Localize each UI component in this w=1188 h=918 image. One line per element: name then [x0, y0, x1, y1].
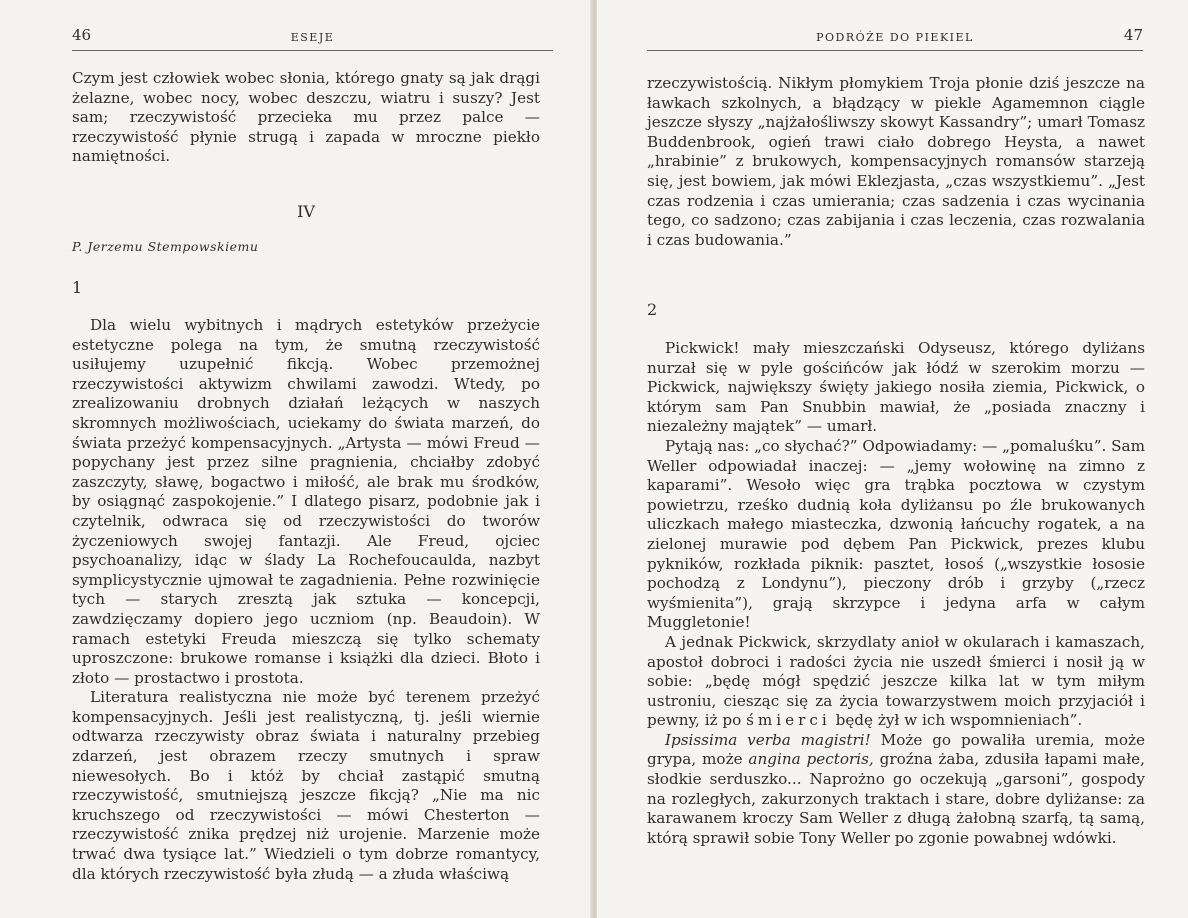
left-paragraph-2: Literatura realistyczna nie może być terenem przeżyć kompensacyjnych. Jeśli jest realistyczną, tj. jeśli wiernie odtwarza rzeczywisty obraz świata i naturalny przebieg zdarzeń, jest obrazem rzeczy smutnych i spraw niewesołych. Bo i któż by chciał zastąpić smutną rzeczywistość, smutniejszą jeszcze fikcją? „Nie ma nic kruchszego od rzeczywistości — mówi Chesterton — rzeczywistość znika prędzej niż urojenie. Marzenie może trwać dwa tysiące lat.” Wiedzieli o tym dobrze romantycy, dla których rzeczywistość była złudą — a złuda właściwą: [72, 688, 540, 883]
right-continuation-paragraph: rzeczywistością. Nikłym płomykiem Troja płonie dziś jeszcze na ławkach szkolnych, a błądzący w piekle Agamemnon ciągle jeszcze słyszy „najżałośliwszy skowyt Kassandry”; umarł Tomasz Buddenbrook, ogień trawi ciało dobrego Heysta, a nawet „hrabinie” z brukowych, kompensacyjnych romansów starzeją się, jest bowiem, jak mówi Eklezjasta, „czas wszystkiemu”. „Jest czas rodzenia i czas umierania; czas sadzenia i czas wycinania tego, co sadzono; czas zabijania i czas leczenia, czas rozwalania i czas budowania.”: [647, 74, 1145, 249]
right-running-title: PODRÓŻE DO PIEKIEL: [816, 31, 974, 44]
right-paragraph-4-part-2: groźna żaba, zdusiła łapami małe, słodkie serduszko... Naprożno go oczekują „garsoni”, gospody na rozległych, zakurzonych traktach i stare, dobre dyliżanse: za karawanem kroczy Sam Weller z długą żałobną szarfą, tą samą, którą sprawił sobie Tony Weller po zgonie powabnej wdówki.: [647, 750, 1145, 847]
right-paragraph-3-start: A jednak Pickwick, skrzydlaty anioł w okularach i kamaszach, apostoł dobroci i radości życia nie uszedł śmierci i nosił ją w sobie: „będę mógł spędzić jeszcze kilka lat w tym miłym ustroniu, ciesząc się za życia towarzystwem moich przyjaciół i pewny, iż po: [647, 632, 1145, 730]
left-intro-paragraph: Czym jest człowiek wobec słonia, którego gnaty są jak drągi żelazne, wobec nocy, wobec deszczu, wiatru i suszy? Jest sam; rzeczywistość przecieka mu przez palce — rzeczywistość płynie strugą i zapada w mroczne piekło namiętności.: [72, 69, 540, 166]
section-number-1: 1: [72, 278, 83, 297]
left-page-number: 46: [72, 26, 92, 44]
right-page-number: 47: [1123, 26, 1143, 44]
right-paragraph-2: Pytają nas: „co słychać?” Odpowiadamy: — „pomaluśku”. Sam Weller odpowiadał inaczej: — „jemy wołowinę na zimno z kaparami”. Wesoło więc gra trąbka pocztowa w czystym powietrzu, rześko dudnią koła dyliżansu po źle brukowanych uliczkach małego miasteczka, dzwonią łańcuchy rogatek, a na zielonej murawie pod dębem Pan Pickwick, prezes klubu pykników, rozkłada piknik: pasztet, łosoś („wszystkie łososie pochodzą z Londynu”), pieczony drób i grzyby („rzecz wyśmienita”), grają skrzypce i jedyna arfa w całym Muggletonie!: [647, 436, 1145, 632]
left-page: [0, 0, 593, 918]
right-page: [597, 0, 1188, 918]
italic-phrase-2: angina pectoris,: [748, 750, 874, 769]
right-running-head: [647, 24, 1143, 51]
dedication: P. Jerzemu Stempowskiemu: [72, 239, 259, 254]
right-paragraph-4-part-1: Może go powaliła uremia, może grypa, może: [647, 730, 1146, 769]
italic-phrase-1: Ipsissima verba magistri!: [665, 730, 871, 749]
left-running-head: [72, 24, 553, 51]
right-continuation-block: [647, 74, 1145, 250]
section-number-2: 2: [647, 300, 658, 319]
right-paragraph-3: [647, 633, 1145, 731]
right-paragraph-1: Pickwick! mały mieszczański Odyseusz, którego dyliżans nurzał się w pyle gościńców jak łódź w szerokim morzu — Pickwick, największy święty jakiego nosiła ziemia, Pickwick, o którym sam Pan Snubbin mawiał, że „posiada znaczny i niezależny majątek” — umarł.: [647, 339, 1145, 436]
left-running-title: ESEJE: [290, 31, 335, 44]
left-intro-block: [72, 69, 540, 167]
left-body-text: [72, 316, 540, 884]
right-body-text: [647, 339, 1145, 848]
left-paragraph-1: Dla wielu wybitnych i mądrych estetyków przeżycie estetyczne polega na tym, że smutną rzeczywistość usiłujemy uzupełnić fikcją. Wobec przemożnej rzeczywistości aktywizm chwilami zawodzi. Wtedy, po zrealizowaniu drobnych działań leżących w naszych skromnych możliwościach, uciekamy do świata marzeń, do świata przeżyć kompensacyjnych. „Artysta — mówi Freud — popychany jest przez silne pragnienia, chciałby zdobyć zaszczyty, sławę, bogactwo i miłość, ale brak mu środków, by osiągnąć zaspokojenie.” I dlatego pisarz, podobnie jak i czytelnik, odwraca się od rzeczywistości do tworów życzeniowych swojej fantazji. Ale Freud, ojciec psychoanalizy, idąc w ślady La Rochefoucaulda, nazbyt symplicystycznie ujmował te zagadnienia. Pełne rozwinięcie tych — starych zresztą jak sztuka — koncepcji, zawdzięczamy dopiero jego uczniom (np. Beaudoin). W ramach estetyki Freuda mieszczą się tylko schematy uproszczone: brukowe romanse i książki dla dzieci. Błoto i złoto — prostactwo i prostota.: [72, 316, 540, 687]
section-heading-iv: IV: [297, 202, 315, 221]
right-paragraph-4: [647, 731, 1145, 849]
right-paragraph-3-end: będę żył w ich wspomnieniach”.: [835, 711, 1083, 730]
spaced-word: śmierci: [746, 711, 831, 730]
